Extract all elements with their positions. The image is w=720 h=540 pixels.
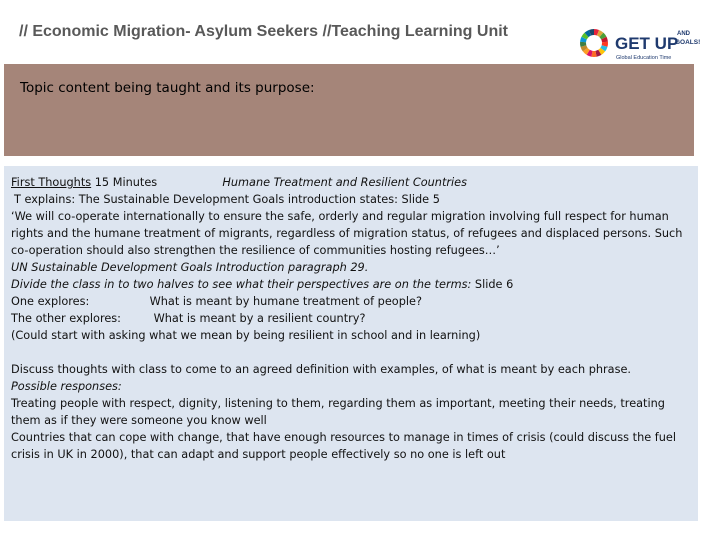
logo-goals: GOALS! xyxy=(675,39,701,46)
logo-main: GET UP xyxy=(615,34,679,53)
first-thoughts-line xyxy=(11,174,691,191)
duration: 15 Minutes xyxy=(94,176,158,189)
other-explores-label: The other explores: xyxy=(11,312,121,325)
logo-and: AND xyxy=(677,31,690,37)
response-resilient: Countries that can cope with change, that have enough resources to manage in times of crisis (could discuss the fuel crisis in UK in 2000), that can adapt and support people effectively so no one is left out xyxy=(11,431,676,461)
response-humane: Treating people with respect, dignity, listening to them, regarding them as important, meeting their needs, treating them as if they were someone you know well xyxy=(11,397,665,427)
one-explores-line xyxy=(11,293,691,310)
sdg-quote: ‘We will co-operate internationally to ensure the safe, orderly and regular migration involving full respect for human rights and the humane treatment of migrants, regardless of migration status, of refugees and displaced persons. Such co-operation should also strengthen the resilience of communities hosting refugees…’ xyxy=(11,210,683,257)
sdg-wheel-icon xyxy=(580,29,608,57)
first-thoughts-label: First Thoughts xyxy=(11,176,92,189)
other-explores-question: What is meant by a resilient country? xyxy=(153,312,366,325)
discuss-line: Discuss thoughts with class to come to an agreed definition with examples, of what is meant by each phrase. xyxy=(11,363,632,376)
logo-subtitle: Global Education Time xyxy=(616,55,672,61)
possible-responses-label: Possible responses: xyxy=(11,380,122,393)
section-heading: Humane Treatment and Resilient Countries xyxy=(222,176,468,189)
other-explores-line xyxy=(11,310,691,327)
divide-line xyxy=(11,276,691,293)
explains-line: T explains: The Sustainable Development Goals introduction states: Slide 5 xyxy=(14,193,440,206)
one-explores-label: One explores: xyxy=(11,295,90,308)
get-up-and-goals-logo xyxy=(576,24,704,64)
page-title: // Economic Migration- Asylum Seekers //Teaching Learning Unit xyxy=(19,23,508,40)
could-start-line: (Could start with asking what we mean by being resilient in school and in learning) xyxy=(11,329,481,342)
lesson-content xyxy=(11,174,691,463)
topic-panel xyxy=(4,64,694,156)
divide-slide: Slide 6 xyxy=(474,278,514,291)
divide-instruction: Divide the class in to two halves to see what their perspectives are on the terms: xyxy=(11,278,472,291)
one-explores-question: What is meant by humane treatment of people? xyxy=(149,295,422,308)
topic-label: Topic content being taught and its purpose: xyxy=(20,80,315,96)
citation: UN Sustainable Development Goals Introduction paragraph 29. xyxy=(11,261,369,274)
